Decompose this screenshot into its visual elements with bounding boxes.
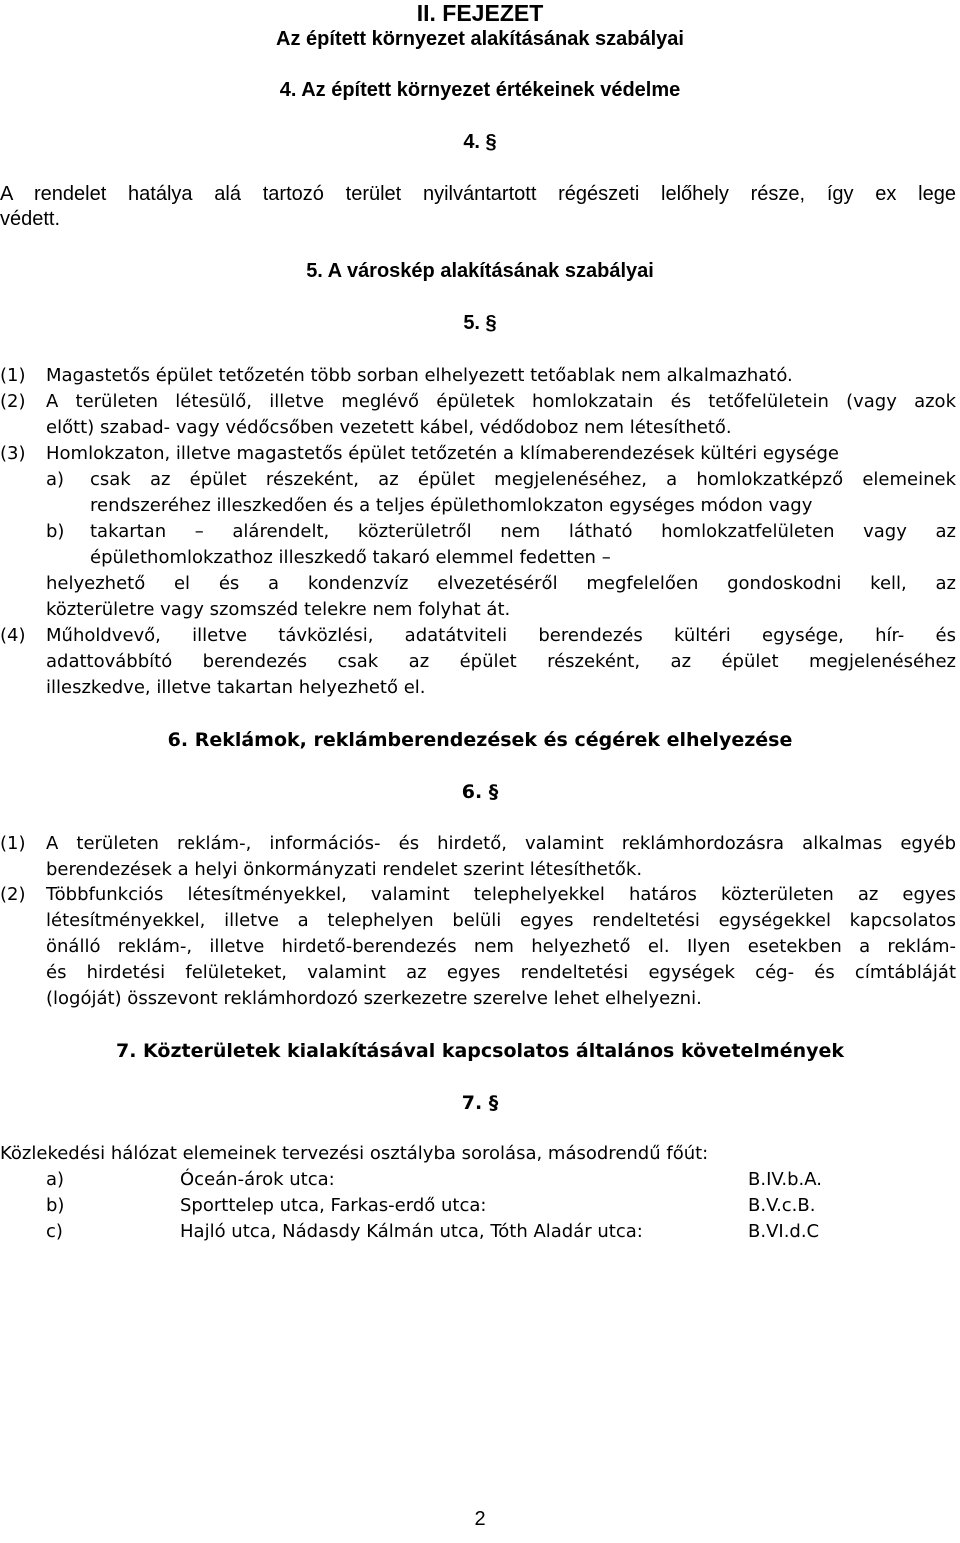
section-5-para-3-item-b-label: b) bbox=[46, 521, 65, 542]
section-6-para-2-line-5: (logóját) összevont reklámhordozó szerkezetre szerelve lehet elhelyezni. bbox=[46, 988, 702, 1009]
section-5-para-3-item-b-line-2: épülethomlokzathoz illeszkedő takaró elemmel fedetten – bbox=[90, 547, 611, 568]
section-5-para-1-line-1: Magastetős épület tetőzetén több sorban elhelyezett tetőablak nem alkalmazható. bbox=[46, 365, 793, 386]
section-6-para-2-line-4: és hirdetési felületeket, valamint az egyes rendeltetési egységek cég- és címtábláját bbox=[46, 962, 956, 983]
table-row-street: Hajló utca, Nádasdy Kálmán utca, Tóth Aladár utca: bbox=[180, 1221, 643, 1242]
section-4-paragraph-mark: 4. § bbox=[463, 131, 497, 153]
section-5-para-2-line-2: előtt) szabad- vagy védőcsőben vezetett kábel, védődoboz nem létesíthető. bbox=[46, 417, 732, 438]
section-6-para-1-line-2: berendezések a helyi önkormányzati rendelet szerint létesíthetők. bbox=[46, 859, 643, 880]
section-5-para-4-line-1: Műholdvevő, illetve távközlési, adatátviteli berendezés kültéri egysége, hír- és bbox=[46, 625, 956, 646]
section-5-para-2-number: (2) bbox=[0, 391, 26, 412]
section-5-heading: 5. A városkép alakításának szabályai bbox=[306, 260, 654, 282]
section-5-para-3-line-1: Homlokzaton, illetve magastetős épület tetőzetén a klímaberendezések kültéri egysége bbox=[46, 443, 839, 464]
section-5-para-4-line-2: adattovábbító berendezés csak az épület részeként, az épület megjelenéséhez bbox=[46, 651, 956, 672]
section-7-heading: 7. Közterületek kialakításával kapcsolatos általános követelmények bbox=[115, 1040, 845, 1062]
chapter-number: II. FEJEZET bbox=[416, 0, 544, 26]
section-5-para-3-tail-line-1: helyezhető el és a kondenzvíz elvezetéséről megfelelően gondoskodni kell, az bbox=[46, 573, 956, 594]
section-6-para-1-line-1: A területen reklám-, információs- és hirdető, valamint reklámhordozásra alkalmas egyéb bbox=[46, 833, 956, 854]
table-row-street: Sporttelep utca, Farkas-erdő utca: bbox=[180, 1195, 487, 1216]
section-7-intro: Közlekedési hálózat elemeinek tervezési osztályba sorolása, másodrendű főút: bbox=[0, 1143, 709, 1164]
section-6-para-2-line-1: Többfunkciós létesítményekkel, valamint telephelyekkel határos közterületen az egyes bbox=[46, 884, 956, 905]
section-5-para-3-item-a-line-1: csak az épület részeként, az épület megjelenéséhez, a homlokzatképző elemeinek bbox=[90, 469, 956, 490]
section-6-para-1-number: (1) bbox=[0, 833, 26, 854]
table-row-class: B.V.c.B. bbox=[748, 1195, 816, 1216]
section-5-para-4-line-3: illeszkedve, illetve takartan helyezhető el. bbox=[46, 677, 426, 698]
section-4-text-line-1: A rendelet hatálya alá tartozó terület nyilvántartott régészeti lelőhely része, így ex lege bbox=[0, 183, 956, 205]
section-7-paragraph-mark: 7. § bbox=[461, 1092, 499, 1114]
section-5-para-3-number: (3) bbox=[0, 443, 26, 464]
section-6-para-2-line-3: önálló reklám-, illetve hirdető-berendezés nem helyezhető el. Ilyen esetekben a reklám- bbox=[46, 936, 956, 957]
section-4-text-line-2: védett. bbox=[0, 208, 61, 230]
table-row-label: a) bbox=[46, 1169, 65, 1190]
chapter-title: Az épített környezet alakításának szabályai bbox=[276, 28, 684, 50]
section-5-para-2-line-1: A területen létesülő, illetve meglévő épületek homlokzatain és tetőfelületein (vagy azok bbox=[46, 391, 956, 412]
table-row-label: c) bbox=[46, 1221, 63, 1242]
table-row-class: B.VI.d.C bbox=[748, 1221, 820, 1242]
section-5-paragraph-mark: 5. § bbox=[463, 312, 497, 334]
section-5-para-4-number: (4) bbox=[0, 625, 26, 646]
section-6-para-2-number: (2) bbox=[0, 884, 26, 905]
section-6-para-2-line-2: létesítményekkel, illetve a telephelyen belüli egyes rendeltetési egységekkel kapcsolatos bbox=[46, 910, 956, 931]
section-5-para-3-item-a-label: a) bbox=[46, 469, 65, 490]
table-row-label: b) bbox=[46, 1195, 65, 1216]
section-5-para-3-item-a-line-2: rendszeréhez illeszkedően és a teljes épülethomlokzaton egységes módon vagy bbox=[90, 495, 813, 516]
section-4-heading: 4. Az épített környezet értékeinek védelme bbox=[279, 79, 681, 101]
section-5-para-3-item-b-line-1: takartan – alárendelt, közterületről nem látható homlokzatfelületen vagy az bbox=[90, 521, 956, 542]
section-6-paragraph-mark: 6. § bbox=[461, 781, 499, 803]
table-row-class: B.IV.b.A. bbox=[748, 1169, 822, 1190]
section-6-heading: 6. Reklámok, reklámberendezések és cégérek elhelyezése bbox=[167, 729, 793, 751]
section-5-para-1-number: (1) bbox=[0, 365, 26, 386]
section-5-para-3-tail-line-2: közterületre vagy szomszéd telekre nem folyhat át. bbox=[46, 599, 511, 620]
table-row-street: Óceán-árok utca: bbox=[180, 1169, 335, 1190]
page-number: 2 bbox=[474, 1508, 486, 1530]
